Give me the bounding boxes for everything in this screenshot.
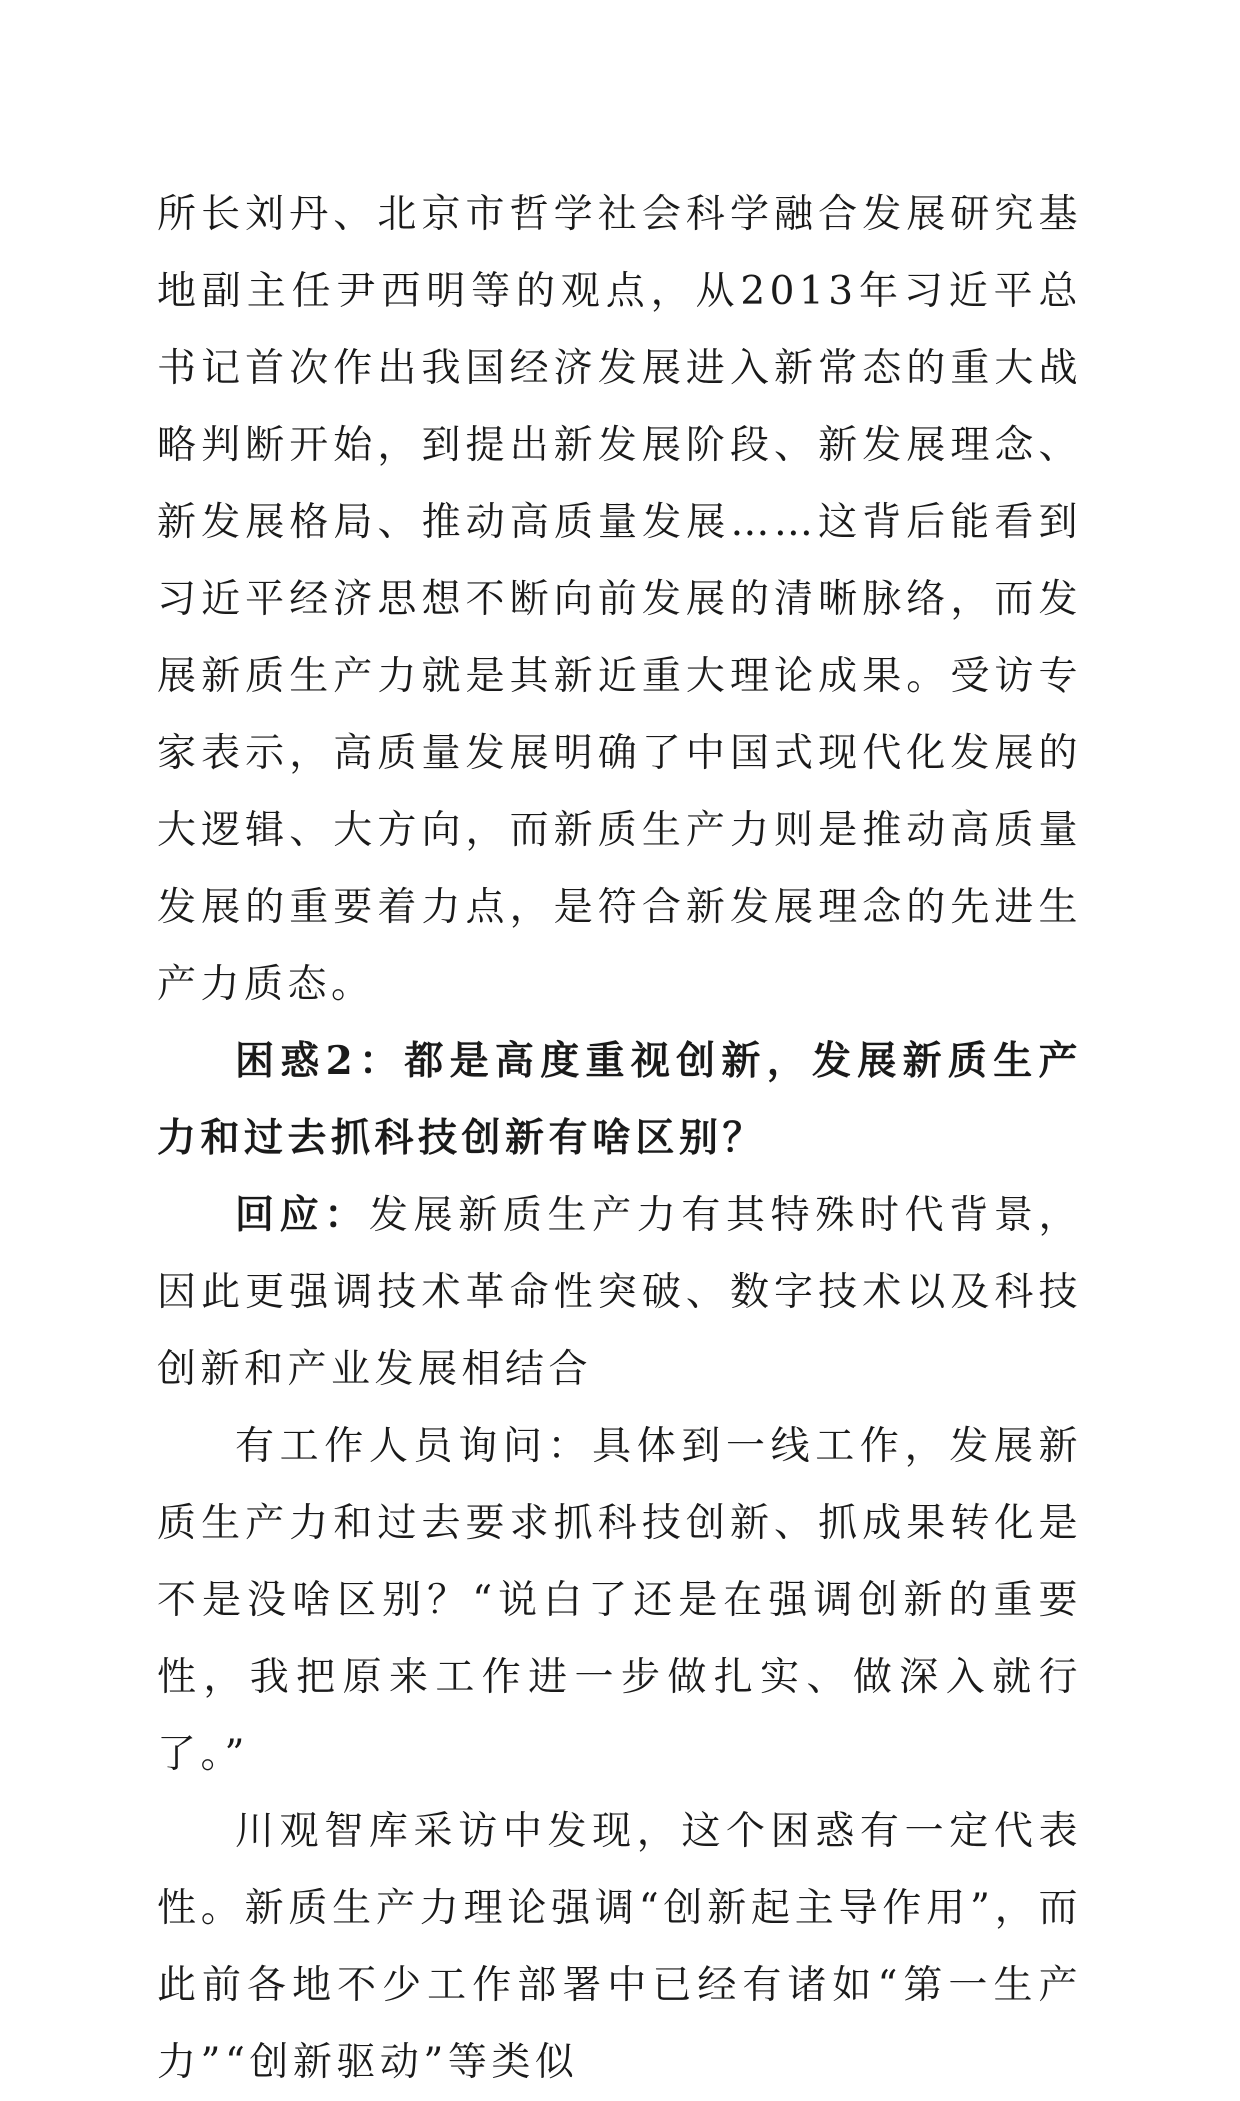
response-label: 回应： — [235, 1192, 369, 1238]
staff-inquiry-paragraph: 有工作人员询问：具体到一线工作，发展新质生产力和过去要求抓科技创新、抓成果转化是不是没啥区别？“说白了还是在强调创新的重要性，我把原来工作进一步做扎实、做深入就行了。” — [157, 1424, 1082, 1777]
question-heading: 困惑2：都是高度重视创新，发展新质生产力和过去抓科技创新有啥区别？ — [157, 1038, 1082, 1161]
think-tank-paragraph: 川观智库采访中发现，这个困惑有一定代表性。新质生产力理论强调“创新起主导作用”，而此前各地不少工作部署中已经有诸如“第一生产力”“创新驱动”等类似 — [157, 1809, 1082, 2085]
response-text: 发展新质生产力有其特殊时代背景，因此更强调技术革命性突破、数字技术以及科技创新和产业发展相结合 — [157, 1193, 1082, 1392]
document-page — [157, 176, 1082, 2101]
response-paragraph — [157, 1177, 1082, 1408]
paragraph-continuation: 所长刘丹、北京市哲学社会科学融合发展研究基地副主任尹西明等的观点，从2013年习近平总书记首次作出我国经济发展进入新常态的重大战略判断开始，到提出新发展阶段、新发展理念、新发展格局、推动高质量发展……这背后能看到习近平经济思想不断向前发展的清晰脉络，而发展新质生产力就是其新近重大理论成果。受访专家表示，高质量发展明确了中国式现代化发展的大逻辑、大方向，而新质生产力则是推动高质量发展的重要着力点，是符合新发展理念的先进生产力质态。 — [157, 192, 1082, 1007]
